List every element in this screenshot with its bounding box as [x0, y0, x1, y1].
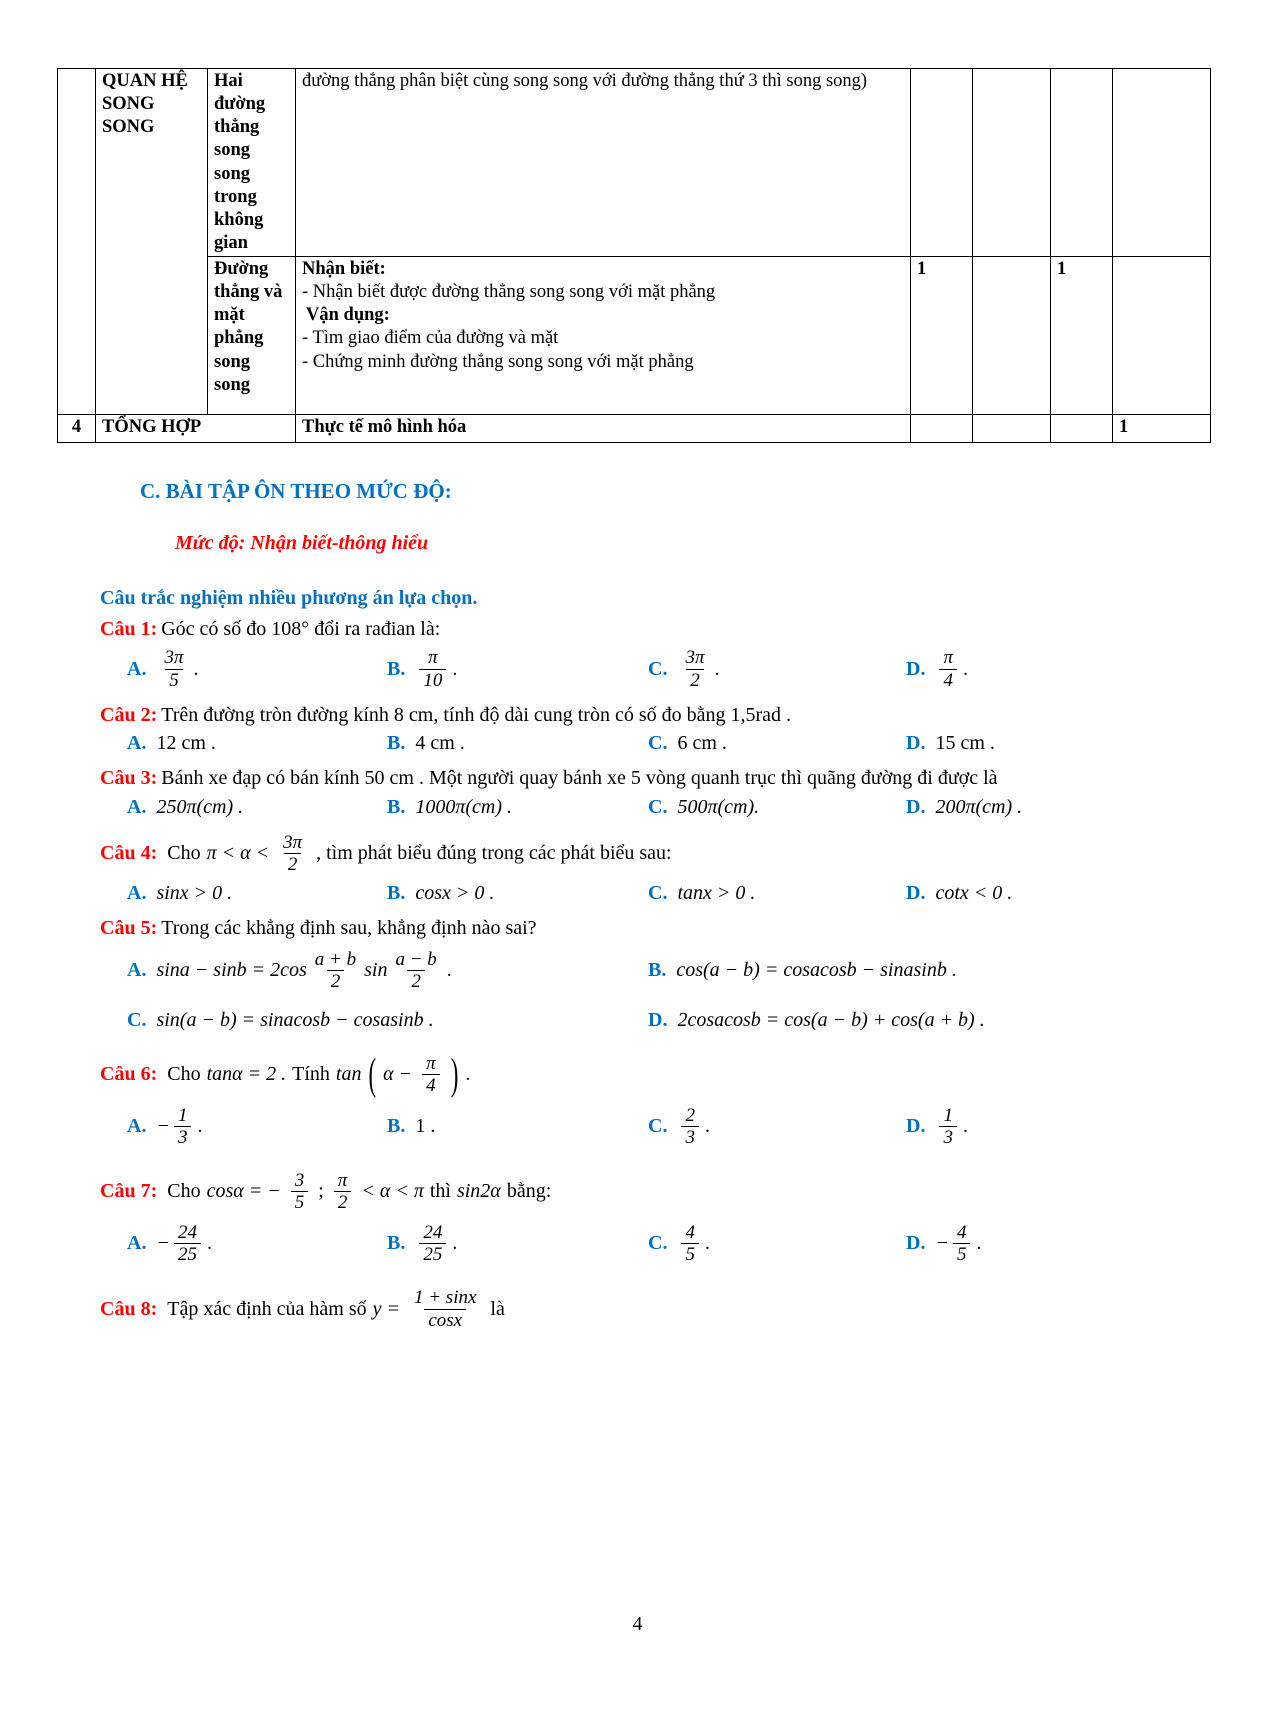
option-letter: B. — [387, 795, 406, 818]
cell-description — [296, 257, 911, 415]
option-b — [387, 644, 648, 694]
semicolon: ; — [318, 1180, 324, 1203]
math-text: α − — [383, 1063, 413, 1086]
option-letter: B. — [387, 882, 406, 905]
fraction-numerator: π — [943, 647, 953, 669]
fraction-denominator: 25 — [419, 1243, 446, 1265]
period: . — [206, 1232, 212, 1255]
option-d — [906, 1102, 1275, 1152]
question-text: Cho — [167, 841, 201, 864]
option-c — [648, 644, 906, 694]
cell-score — [973, 69, 1051, 257]
cell-subtopic: Hai đường thẳng song song trong không gian — [208, 69, 296, 257]
cell-subtopic: Đường thẳng và mặt phẳng song song — [208, 257, 296, 415]
option-letter: D. — [906, 882, 926, 905]
option-letter: A. — [127, 1232, 147, 1255]
period: . — [197, 1114, 203, 1137]
option-letter: D. — [906, 1232, 926, 1255]
cell-score: 1 — [911, 257, 973, 415]
period: . — [452, 1232, 458, 1255]
option-letter: B. — [648, 958, 667, 981]
option-a — [127, 1219, 387, 1269]
option-a — [127, 946, 648, 996]
question-label: Câu 4: — [100, 841, 158, 864]
question-4 — [100, 829, 1210, 879]
question-3 — [100, 765, 1140, 791]
table-row-line-plane — [58, 257, 1211, 415]
question-2 — [100, 702, 1140, 728]
option-letter: D. — [906, 732, 926, 755]
math-text: tan — [335, 1063, 362, 1086]
option-letter: D. — [648, 1009, 668, 1032]
math-text: y = — [372, 1297, 400, 1320]
fraction-numerator: 2 — [685, 1104, 695, 1126]
fraction-denominator: 3 — [681, 1126, 699, 1148]
recognition-item: - Nhận biết được đường thẳng song song với mặt phẳng — [302, 282, 716, 303]
math-text: < α < π — [361, 1180, 424, 1203]
question-6 — [100, 1050, 1210, 1100]
fraction-denominator: 4 — [939, 669, 957, 691]
option-text: sin(a − b) = sinacosb − cosasinb . — [156, 1009, 434, 1032]
option-text: 15 cm . — [935, 732, 995, 755]
fraction-numerator: 3 — [294, 1170, 305, 1192]
question-5 — [100, 915, 1140, 941]
option-d — [648, 1007, 1275, 1034]
option-text: 1 . — [415, 1114, 436, 1137]
fraction-numerator: 3π — [164, 647, 184, 669]
subtitle-heading: Câu trắc nghiệm nhiều phương án lựa chọn. — [100, 587, 478, 609]
fraction-denominator: 5 — [953, 1243, 971, 1265]
fraction-denominator: 2 — [327, 970, 345, 992]
fraction — [681, 1105, 699, 1149]
fraction — [681, 1222, 699, 1266]
option-text: 500π(cm). — [677, 795, 760, 818]
spec-matrix-table — [57, 68, 1211, 443]
fraction — [410, 1287, 480, 1331]
cell-description: Thực tế mô hình hóa — [296, 415, 911, 443]
period: . — [704, 1232, 710, 1255]
fraction-numerator: 1 — [177, 1104, 188, 1126]
period: . — [465, 1063, 471, 1086]
fraction-numerator: 4 — [956, 1221, 967, 1243]
option-letter: D. — [906, 1114, 926, 1137]
option-letter: A. — [127, 657, 147, 680]
table-row-tong-hop — [58, 415, 1211, 443]
fraction — [422, 1053, 440, 1097]
fraction — [939, 647, 957, 691]
fraction-denominator: 3 — [174, 1126, 192, 1148]
option-letter: B. — [387, 657, 406, 680]
application-item: - Tìm giao điểm của đường và mặt — [302, 328, 559, 349]
minus-sign: − — [156, 1114, 170, 1137]
question-4-options — [127, 880, 1275, 907]
question-6-options — [127, 1102, 1275, 1152]
question-label: Câu 8: — [100, 1297, 158, 1320]
option-c — [648, 730, 906, 757]
option-letter: B. — [387, 1232, 406, 1255]
cell-row-number: 4 — [58, 415, 96, 443]
cell-description: đường thẳng phân biệt cùng song song với đường thẳng thứ 3 thì song song) — [296, 69, 911, 257]
fraction-denominator: 4 — [422, 1074, 440, 1096]
option-c — [127, 1007, 648, 1034]
fraction-numerator: π — [428, 647, 438, 669]
period: . — [962, 657, 968, 680]
question-text: Bánh xe đạp có bán kính 50 cm . Một người quay bánh xe 5 vòng quanh trục thì quãng đường đi được là — [161, 767, 998, 790]
fraction-numerator: 1 + sinx — [413, 1287, 477, 1309]
page-number: 4 — [632, 1613, 643, 1635]
application-item: - Chứng minh đường thẳng song song với mặt phẳng — [302, 351, 694, 372]
option-text: 1000π(cm) . — [415, 795, 513, 818]
fraction-denominator: 2 — [407, 970, 425, 992]
section-heading: C. BÀI TẬP ÔN THEO MỨC ĐỘ: — [140, 479, 452, 503]
question-text: bằng: — [506, 1180, 552, 1203]
question-label: Câu 3: — [100, 767, 158, 790]
option-letter: A. — [127, 732, 147, 755]
question-label: Câu 6: — [100, 1063, 158, 1086]
math-text: sina − sinb = 2cos — [156, 958, 307, 981]
fraction — [174, 1222, 201, 1266]
cell-score — [911, 69, 973, 257]
fraction-denominator: 10 — [419, 669, 446, 691]
option-letter: C. — [648, 657, 668, 680]
fraction — [419, 647, 446, 691]
period: . — [976, 1232, 982, 1255]
option-b — [387, 794, 648, 821]
option-letter: B. — [387, 1114, 406, 1137]
fraction-denominator: 5 — [681, 1243, 699, 1265]
option-text: cos(a − b) = cosacosb − sinasinb . — [676, 958, 957, 981]
option-text: 250π(cm) . — [156, 795, 244, 818]
option-a — [127, 880, 387, 907]
option-b — [387, 1219, 648, 1269]
option-letter: C. — [648, 1114, 668, 1137]
cell-score — [973, 415, 1051, 443]
fraction-numerator: 24 — [423, 1221, 443, 1243]
fraction — [291, 1170, 309, 1214]
math-text: sin2α — [456, 1180, 501, 1203]
option-text: 200π(cm) . — [935, 795, 1023, 818]
option-c — [648, 794, 906, 821]
option-letter: C. — [648, 732, 668, 755]
cell-score — [1113, 257, 1211, 415]
question-text: là — [490, 1297, 505, 1320]
question-text: Trong các khẳng định sau, khẳng định nào sai? — [161, 917, 537, 940]
option-d — [906, 794, 1275, 821]
question-label: Câu 7: — [100, 1180, 158, 1203]
cell-row-number-empty — [58, 69, 96, 415]
cell-score — [1051, 69, 1113, 257]
fraction — [681, 647, 708, 691]
close-paren-icon: ) — [450, 1049, 459, 1099]
fraction-denominator: 5 — [165, 669, 183, 691]
period: . — [714, 657, 720, 680]
minus-sign: − — [156, 1232, 170, 1255]
fraction — [279, 832, 306, 876]
option-text: sinx > 0 . — [156, 882, 233, 905]
question-text: Trên đường tròn đường kính 8 cm, tính độ dài cung tròn có số đo bằng 1,5rad . — [161, 703, 792, 726]
option-letter: C. — [127, 1009, 147, 1032]
cell-score — [1113, 69, 1211, 257]
question-label: Câu 2: — [100, 703, 158, 726]
fraction — [419, 1222, 446, 1266]
fraction — [391, 949, 440, 993]
fraction-denominator: 5 — [291, 1191, 309, 1213]
option-letter: B. — [387, 732, 406, 755]
minus-sign: − — [935, 1232, 949, 1255]
option-text: 12 cm . — [156, 732, 216, 755]
option-c — [648, 880, 906, 907]
question-text: , tìm phát biểu đúng trong các phát biểu sau: — [316, 841, 672, 864]
fraction-numerator: π — [337, 1170, 348, 1192]
cell-score — [1051, 415, 1113, 443]
question-5-options — [127, 946, 1275, 1035]
option-letter: A. — [127, 1114, 147, 1137]
fraction-denominator: 2 — [284, 853, 302, 875]
fraction — [334, 1170, 352, 1214]
question-8 — [100, 1284, 1210, 1334]
option-letter: D. — [906, 795, 926, 818]
option-text: tanx > 0 . — [677, 882, 756, 905]
math-text: cosα = − — [206, 1180, 281, 1203]
cell-topic: QUAN HỆ SONG SONG — [96, 69, 208, 415]
fraction-denominator: 2 — [334, 1191, 352, 1213]
question-text: Góc có số đo 108° đổi ra rađian là: — [161, 618, 441, 640]
fraction — [953, 1222, 971, 1266]
fraction — [939, 1105, 957, 1149]
question-text: Cho — [167, 1180, 201, 1203]
fraction-denominator: 3 — [939, 1126, 957, 1148]
fraction-numerator: π — [426, 1053, 436, 1075]
fraction-denominator: 2 — [686, 669, 704, 691]
question-text: Cho — [167, 1063, 201, 1086]
cell-score — [911, 415, 973, 443]
question-text: Tính — [292, 1063, 330, 1086]
option-text: cosx > 0 . — [415, 882, 495, 905]
fraction-numerator: 4 — [685, 1221, 695, 1243]
fraction-numerator: 3π — [283, 831, 303, 853]
option-text: 2cosacosb = cos(a − b) + cos(a + b) . — [677, 1009, 985, 1032]
question-text: thì — [429, 1180, 451, 1203]
cell-score — [973, 257, 1051, 415]
option-letter: A. — [127, 958, 147, 981]
period: . — [446, 958, 452, 981]
math-text: sin — [364, 958, 388, 981]
question-label: Câu 1: — [100, 618, 158, 640]
option-letter: C. — [648, 795, 668, 818]
question-2-options — [127, 730, 1275, 757]
question-text: Tập xác định của hàm số — [167, 1297, 367, 1320]
fraction-denominator: 25 — [174, 1243, 201, 1265]
math-text: tanα = 2 . — [206, 1063, 287, 1086]
question-label: Câu 5: — [100, 917, 158, 940]
option-text: 4 cm . — [415, 732, 465, 755]
option-letter: C. — [648, 882, 668, 905]
fraction — [311, 949, 360, 993]
option-d — [906, 730, 1275, 757]
option-b — [387, 730, 648, 757]
period: . — [193, 657, 199, 680]
option-letter: D. — [906, 657, 926, 680]
option-c — [648, 1102, 906, 1152]
option-a — [127, 794, 387, 821]
option-a — [127, 1102, 387, 1152]
option-b — [387, 1113, 648, 1140]
fraction-numerator: a − b — [395, 948, 437, 970]
option-a — [127, 644, 387, 694]
option-b — [387, 880, 648, 907]
question-3-options — [127, 794, 1275, 821]
option-text: cotx < 0 . — [935, 882, 1013, 905]
question-1-options — [127, 644, 1275, 694]
math-text: π < α < — [206, 841, 270, 864]
fraction-numerator: a + b — [314, 948, 357, 970]
fraction-numerator: 24 — [177, 1221, 197, 1243]
recognition-label: Nhận biết: — [302, 259, 386, 279]
period: . — [962, 1114, 968, 1137]
period: . — [704, 1114, 710, 1137]
application-label: Vận dụng: — [306, 305, 390, 326]
option-letter: A. — [127, 882, 147, 905]
level-heading: Mức độ: Nhận biết-thông hiểu — [175, 532, 429, 554]
option-text: 6 cm . — [677, 732, 727, 755]
option-d — [906, 880, 1275, 907]
cell-score: 1 — [1051, 257, 1113, 415]
cell-topic: TỔNG HỢP — [96, 415, 296, 443]
question-1 — [100, 616, 1140, 642]
question-7 — [100, 1167, 1210, 1217]
fraction — [160, 647, 187, 691]
fraction-numerator: 3π — [685, 647, 705, 669]
question-7-options — [127, 1219, 1275, 1269]
option-c — [648, 1219, 906, 1269]
cell-score: 1 — [1113, 415, 1211, 443]
option-d — [906, 644, 1275, 694]
period: . — [452, 657, 458, 680]
option-d — [906, 1219, 1275, 1269]
fraction-denominator: cosx — [424, 1309, 466, 1331]
fraction-numerator: 1 — [943, 1104, 953, 1126]
option-letter: A. — [127, 795, 147, 818]
open-paren-icon: ( — [368, 1049, 377, 1099]
option-b — [648, 957, 1275, 984]
option-letter: C. — [648, 1232, 668, 1255]
fraction — [174, 1105, 192, 1149]
option-a — [127, 730, 387, 757]
table-row-parallel-lines — [58, 69, 1211, 257]
